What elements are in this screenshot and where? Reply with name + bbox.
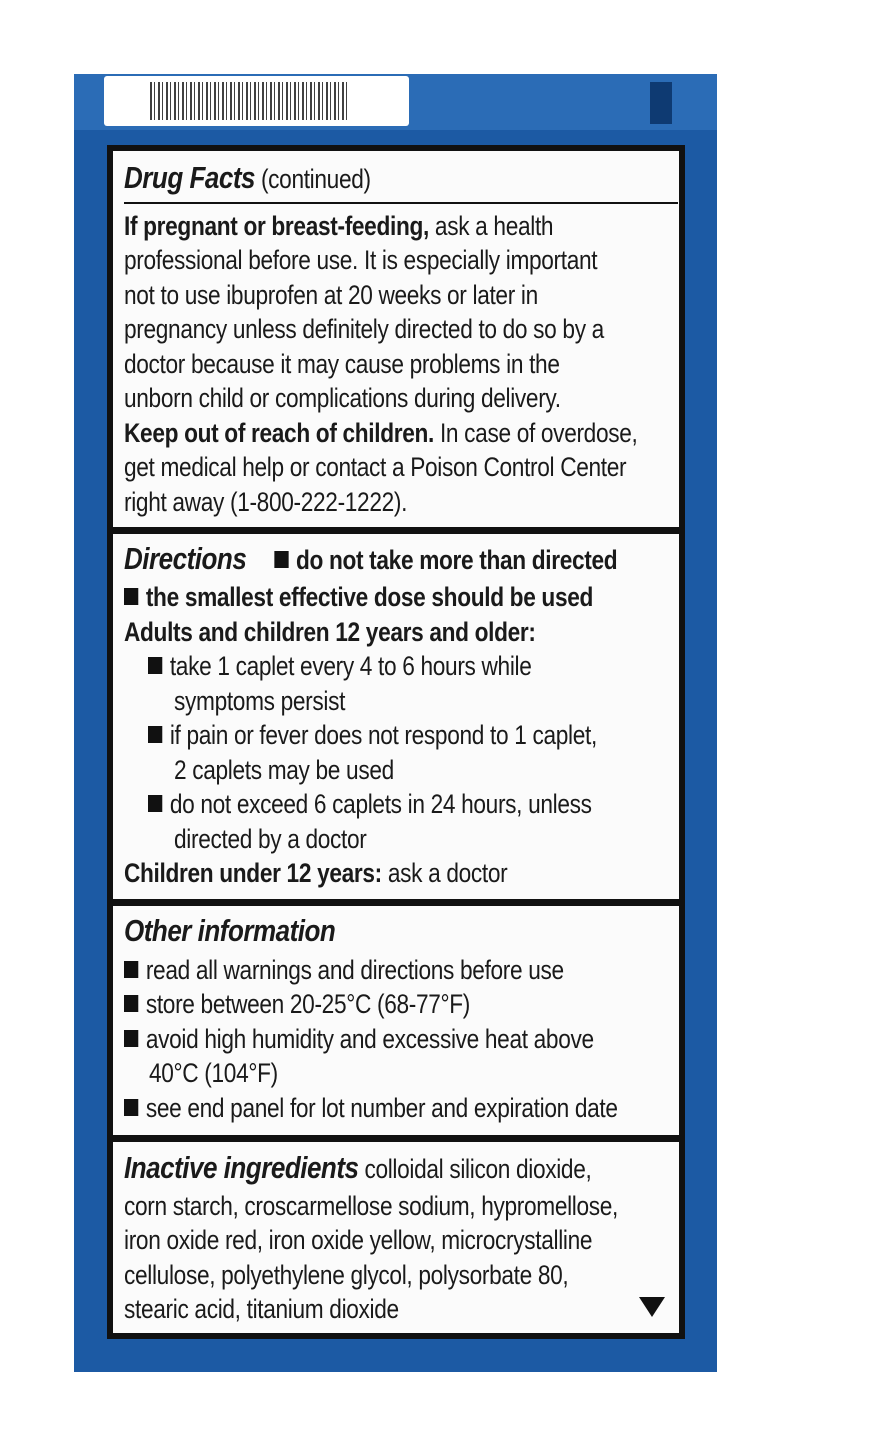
adult-item-1: [148, 649, 532, 683]
pregnant-bold: If pregnant or breast-feeding,: [124, 211, 429, 241]
children-bold: Children under 12 years:: [124, 858, 382, 888]
square-bullet-icon: [124, 588, 138, 605]
inactive-ingredients-section: [113, 1142, 679, 1333]
drug-facts-section: [113, 151, 679, 527]
keep-out-text: In case of overdose,: [433, 418, 638, 448]
drug-facts-heading: [124, 161, 371, 196]
other-information-section: [113, 906, 679, 1135]
inactive-line-1: [124, 1151, 591, 1186]
square-bullet-icon: [124, 1099, 138, 1116]
adult-item-2: [148, 718, 597, 752]
tab-mark: [650, 82, 672, 124]
other-item-4: [124, 1091, 618, 1125]
square-bullet-icon: [124, 961, 138, 978]
directions-section: [113, 534, 679, 899]
inactive-line-2: corn starch, croscarmellose sodium, hypromellose,: [124, 1191, 619, 1221]
pregnant-text: ask a health: [428, 211, 554, 241]
pregnant-line-3: not to use ibuprofen at 20 weeks or later in: [124, 280, 538, 310]
heading-rule: [124, 202, 678, 204]
adults-heading: Adults and children 12 years and older:: [124, 617, 536, 647]
pregnant-line-2: professional before use. It is especially important: [124, 245, 598, 275]
square-bullet-icon: [148, 726, 162, 743]
square-bullet-icon: [274, 551, 288, 568]
square-bullet-icon: [148, 657, 162, 674]
keep-out-line-3: right away (1-800-222-1222).: [124, 487, 408, 517]
pregnant-line-5: doctor because it may cause problems in the: [124, 349, 560, 379]
pregnant-line-1: [124, 209, 553, 243]
inactive-text-1: colloidal silicon dioxide,: [358, 1154, 592, 1184]
square-bullet-icon: [124, 995, 138, 1012]
adult-item-3-cont: directed by a doctor: [174, 824, 367, 854]
inactive-ingredients-title: Inactive ingredients: [124, 1150, 359, 1185]
adult-item-3: [148, 787, 592, 821]
other-item-2-text: store between 20-25°C (68-77°F): [145, 989, 470, 1019]
directions-bullet-1: do not take more than directed: [295, 545, 618, 575]
square-bullet-icon: [148, 795, 162, 812]
adult-item-1-cont: symptoms persist: [174, 686, 346, 716]
children-text: ask a doctor: [381, 858, 508, 888]
other-item-1-text: read all warnings and directions before use: [145, 955, 564, 985]
inactive-line-4: cellulose, polyethylene glycol, polysorbate 80,: [124, 1260, 569, 1290]
square-bullet-icon: [124, 1030, 138, 1047]
adult-item-2-text: if pain or fever does not respond to 1 caplet,: [169, 720, 597, 750]
directions-title: Directions: [124, 541, 247, 576]
down-triangle-icon: [639, 1297, 665, 1317]
directions-bullet-2-line: [124, 580, 593, 614]
inactive-line-3: iron oxide red, iron oxide yellow, microcrystalline: [124, 1225, 593, 1255]
other-item-1: [124, 953, 564, 987]
pregnant-line-6: unborn child or complications during delivery.: [124, 383, 561, 413]
other-item-4-text: see end panel for lot number and expiration date: [145, 1093, 618, 1123]
directions-bullet-2: the smallest effective dose should be used: [145, 582, 594, 612]
keep-out-line-2: get medical help or contact a Poison Control Center: [124, 452, 627, 482]
keep-out-line-1: [124, 416, 637, 450]
other-information-title: Other information: [124, 913, 336, 948]
keep-out-bold: Keep out of reach of children.: [124, 418, 434, 448]
children-line: [124, 856, 507, 890]
barcode-icon: [150, 82, 350, 120]
directions-heading-line: [124, 542, 617, 577]
pregnant-line-4: pregnancy unless definitely directed to do so by a: [124, 314, 604, 344]
drug-facts-title-suffix: (continued): [260, 164, 371, 194]
adult-item-2-cont: 2 caplets may be used: [174, 755, 394, 785]
inactive-line-5: stearic acid, titanium dioxide: [124, 1294, 399, 1324]
adult-item-1-text: take 1 caplet every 4 to 6 hours while: [169, 651, 532, 681]
adult-item-3-text: do not exceed 6 caplets in 24 hours, unless: [169, 789, 592, 819]
drug-facts-title: Drug Facts: [124, 160, 255, 195]
other-item-2: [124, 987, 470, 1021]
other-item-3-text: avoid high humidity and excessive heat above: [145, 1024, 594, 1054]
other-item-3: [124, 1022, 594, 1056]
other-item-3-cont: 40°C (104°F): [149, 1058, 278, 1088]
